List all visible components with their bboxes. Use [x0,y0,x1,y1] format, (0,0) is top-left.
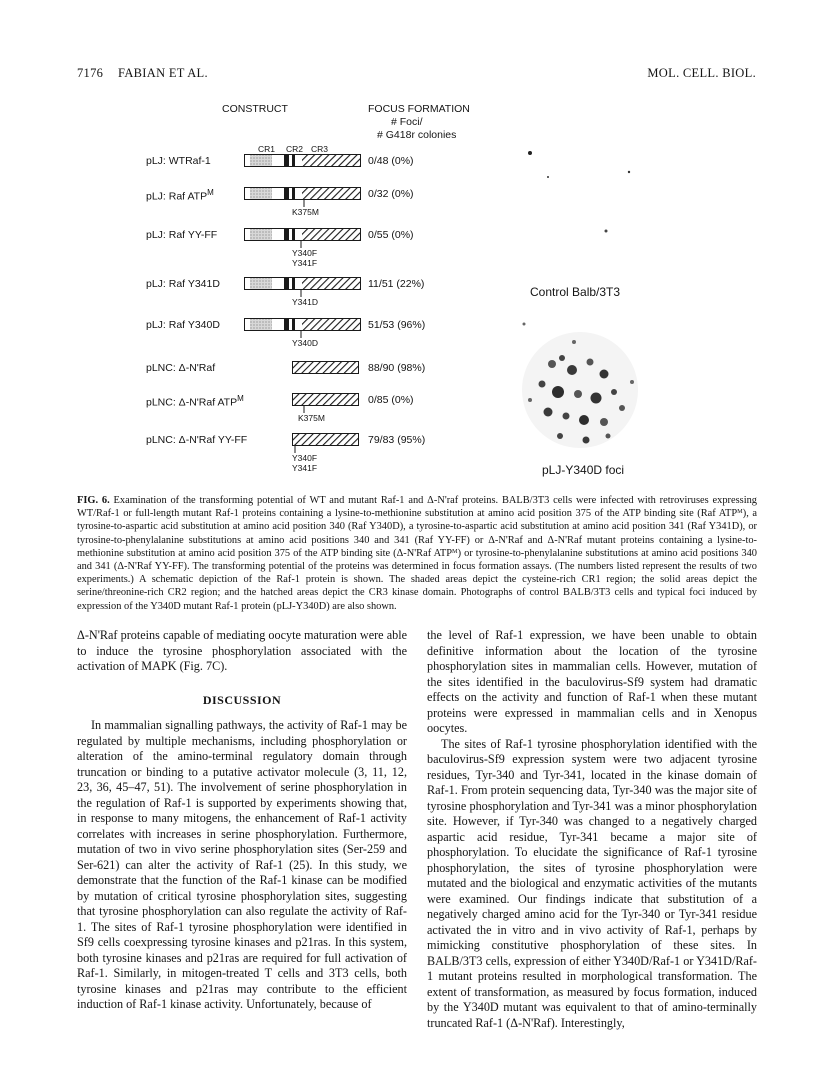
figure-label: FIG. 6. [77,495,110,506]
focus-column-subheader-foci: # Foci/ [391,116,423,128]
mutation-label: K375M [298,413,325,423]
cr3-label: CR3 [311,144,329,154]
construct-name: pLJ: Raf $ATP^M$ [146,188,214,203]
construct-name: pLJ: Raf Y340D [146,319,220,331]
left-column [77,628,407,1013]
focus-value: 11/51 (22%) [368,278,425,290]
mutation-label: Y340F Y341F [292,453,318,473]
construct-name: pLJ: WTRaf-1 [146,155,211,167]
running-authors: FABIAN ET AL. [118,66,208,80]
discussion-paragraph-1-continued: the level of Raf-1 expression, we have been unable to obtain definitive information about the location of the tyrosine phosphorylation sites in mammalian cells. However, mutation of the sites identified in the baculovirus-Sf9 system had dramatic effects on the activity and function of Raf-1 when these mutant proteins were expressed in mammalian cells and in Xenopus oocytes. [427,628,757,735]
page-number: 7176 [77,66,104,80]
focus-value: 88/90 (98%) [368,362,426,374]
left-intro-paragraph: Δ-N'Raf proteins capable of mediating oocyte maturation were able to induce the tyrosine phosphorylation associated with the activation of MAPK (Fig. 7C). [77,628,407,673]
focus-value: 51/53 (96%) [368,319,426,331]
section-title-discussion: DISCUSSION [202,692,282,707]
focus-value: 79/83 (95%) [368,434,426,446]
mutation-label: Y340D [292,338,318,348]
construct-name: pLJ: Raf Y341D [146,278,220,290]
mutation-label: Y340F Y341F [292,248,318,268]
construct-name: pLNC: Δ-N'Raf $ATP^M$ [146,394,244,409]
discussion-paragraph-1: In mammalian signalling pathways, the activity of Raf-1 may be regulated by multiple mechanisms, including phosphorylation or alteration of the amino-terminal regulatory domain through truncation or binding to a putative activator molecule (3, 11, 12, 23, 36, 45–47, 51). The involvement of serine phosphorylation in the regulation of Raf-1 is supported by experiments showing that, in response to many mitogens, the enhancement of Raf-1 activity correlates with increases in serine phosphorylation. Furthermore, mutation of two in vivo serine phosphorylation sites (Ser-259 and Ser-621) can alter the activity of Raf-1 (25). In this study, we demonstrate that the function of the Raf-1 kinase can be modified by mutation of critical tyrosine phosphorylation sites, suggesting that tyrosine phosphorylation can also regulate the activity of Raf-1. The sites of Raf-1 tyrosine phosphorylation were identified in Sf9 cells coexpressing tyrosine kinases and p21ras. In this system, both tyrosine kinases and p21ras are required for full activation of Raf-1. Similarly, in mitogen-treated T cells and 3T3 cells, both tyrosine kinases and p21ras may contribute to the efficient induction of Raf-1 kinase activity. Unfortunately, because of [77,718,407,1011]
focus-column-header: FOCUS FORMATION [368,103,470,115]
construct-name: pLNC: Δ-N'Raf [146,362,216,374]
control-balb3t3-photo [505,140,655,290]
y340d-foci-photo [500,312,660,472]
focus-value: 0/85 (0%) [368,394,414,406]
cr2-label: CR2 [286,144,304,154]
figure-caption [77,494,757,613]
construct-name: pLJ: Raf YY-FF [146,229,218,241]
focus-value: 0/48 (0%) [368,155,414,167]
delta-n-raf-schematic [292,361,364,375]
foci-photo-caption: pLJ-Y340D foci [542,463,625,477]
control-photo-caption: Control Balb/3T3 [530,285,621,299]
figure-caption-text: Examination of the transforming potential of WT and mutant Raf-1 and Δ-N'raf proteins. BALB/3T3 cells were infected with retroviruses expressing WT/Raf-1 or full-length mutant Raf-1 proteins containing a lysine-to-methionine substitution at amino acid position 375 of the ATP binding site (Raf ATPᴹ), a tyrosine-to-aspartic acid substitution at amino acid position 340 (Raf Y340D), a tyrosine-to-aspartic acid substitution at amino acid position 341 (Raf Y341D), or tyrosine-to-phenylalanine substitutions at amino acid positions 340 and 341 (Raf YY-FF) or Δ-N'Raf and Δ-N'Raf mutant proteins containing a lysine-to-methionine substitution at amino acid position 375 of the ATP binding site (Δ-N'Raf ATPᴹ) or tyrosine-to-phenylalanine substitutions at amino acid positions 340 and 341 (Δ-N'Raf YY-FF). The transforming potential of the proteins was determined in focus formation assays. (The numbers listed represent the results of two experiments.) A schematic depiction of the Raf-1 protein is shown. The shaded areas depict the cysteine-rich CR1 region; the solid areas depict the serine/threonine-rich CR2 region; and the hatched areas depict the CR3 kinase domain. Photographs of control BALB/3T3 cells and typical foci induced by expression of the Y340D mutant Raf-1 protein (pLJ-Y340D) are also shown. [77,495,757,612]
running-journal: MOL. CELL. BIOL. [647,66,756,80]
mutation-label: Y341D [292,297,318,307]
construct-name: pLNC: Δ-N'Raf YY-FF [146,434,248,446]
raf1-schematic [244,154,364,168]
focus-value: 0/32 (0%) [368,188,414,200]
focus-value: 0/55 (0%) [368,229,414,241]
right-column [427,628,757,1031]
cr1-label: CR1 [258,144,276,154]
construct-column-header: CONSTRUCT [222,103,288,115]
focus-column-subheader-colonies: # G418r colonies [377,129,457,141]
mutation-label: K375M [292,207,319,217]
discussion-paragraph-2: The sites of Raf-1 tyrosine phosphorylation identified with the baculovirus-Sf9 expression system were two adjacent tyrosine residues, Tyr-340 and Tyr-341, located in the kinase domain of Raf-1. From protein sequencing data, Tyr-340 was the major site of tyrosine phosphorylation and Tyr-341 was a minor phosphorylation site. However, if Tyr-340 was changed to a negatively charged aspartic acid residue, Tyr-341 became a major site of phosphorylation. To elucidate the significance of Raf-1 tyrosine phosphorylation, the sites of tyrosine phosphorylation were mutated and the biological and enzymatic activities of the mutants were examined. Our findings indicate that substitution of a negatively charged amino acid for the Tyr-340 or Tyr-341 residue activated the in vitro and in vivo activity of Raf-1, perhaps by mimicking constitutive phosphorylation of these sites. In BALB/3T3 cells, expression of either Y340D/Raf-1 or Y341D/Raf-1 mutant proteins resulted in morphological transformation. The extent of transformation, as measured by focus formation, induced by the Y340D mutant was equivalent to that of amino-terminally truncated Raf-1 (Δ-N'Raf). Interestingly, [427,736,757,1030]
